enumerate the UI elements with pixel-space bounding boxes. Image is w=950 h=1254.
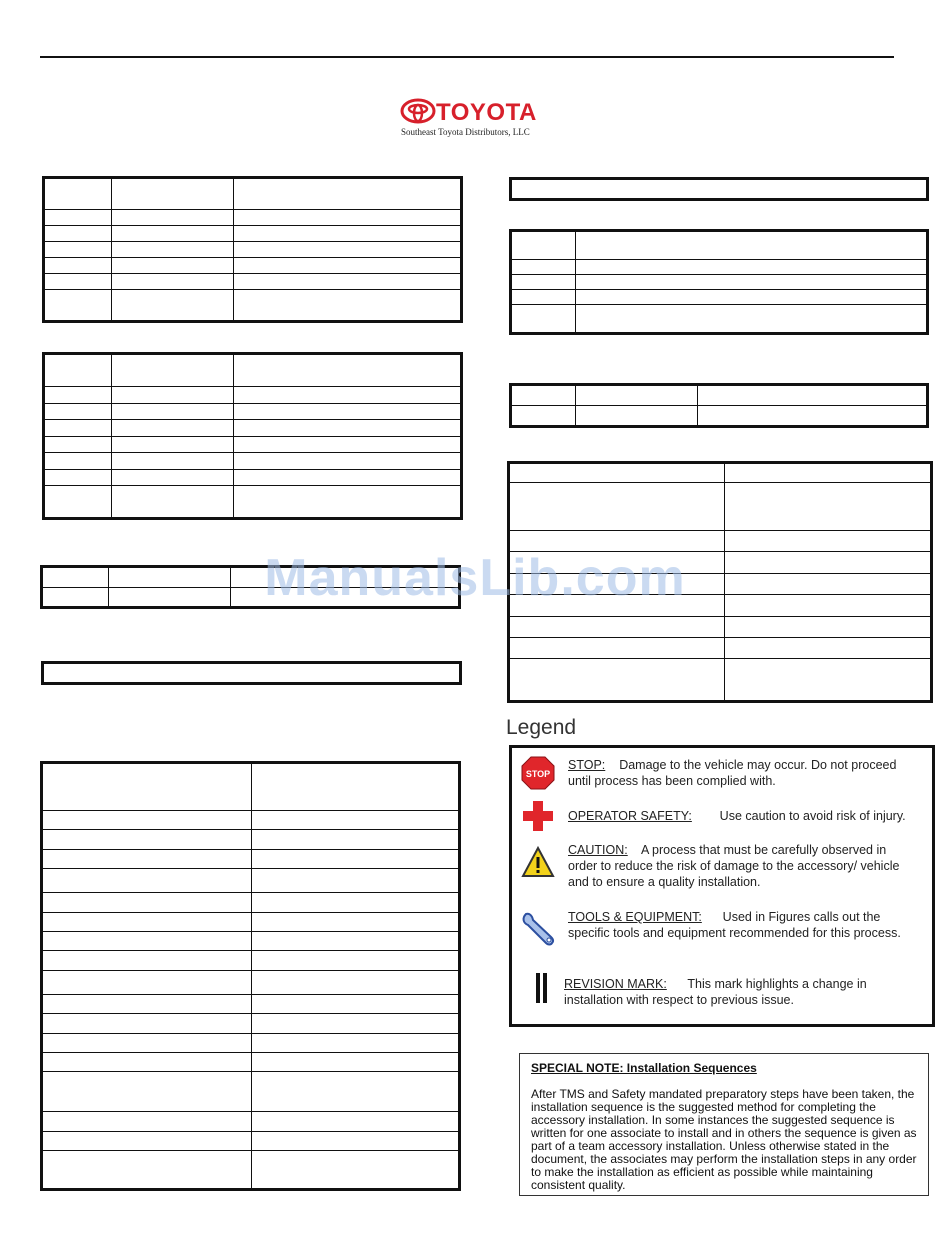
legend-item-revision — [564, 976, 904, 1008]
special-note-text: After TMS and Safety mandated preparatory steps have been taken, the installation sequence is the suggested method for completing the accessory installation. In some instances the suggested sequence is written for one associate to install and in others the sequence is given as part of a team accessory installation. Unless otherwise stated in the document, the associates may perform the installation steps in any order to make the installation as efficient as possible while maintaining consistent quality. — [531, 1087, 917, 1192]
legend-box — [509, 745, 935, 1027]
wrench-icon — [520, 910, 556, 948]
legend-text-caution: A process that must be carefully observed in order to reduce the risk of damage to the accessory/ vehicle and to ensure a quality installation. — [568, 843, 900, 889]
toyota-logo — [398, 96, 548, 140]
left-table-4 — [40, 761, 461, 1191]
toyota-emblem-icon — [400, 98, 436, 124]
stop-sign-icon — [521, 756, 555, 790]
special-note-title: SPECIAL NOTE: Installation Sequences — [531, 1061, 757, 1075]
svg-text:STOP: STOP — [525, 769, 551, 779]
legend-text-tools: Used in Figures calls out the specific tools and equipment recommended for this process. — [568, 910, 901, 940]
red-cross-icon — [522, 800, 554, 832]
left-single-bar — [41, 661, 462, 685]
legend-text-revision: This mark highlights a change in installation with respect to previous issue. — [564, 977, 867, 1007]
legend-item-caution — [568, 842, 908, 890]
right-table-1 — [509, 229, 929, 335]
left-table-1 — [42, 176, 463, 323]
watermark: ManualsLib.com — [264, 549, 686, 607]
header-rule — [40, 56, 894, 58]
legend-title: Legend — [506, 716, 577, 739]
left-table-2 — [42, 352, 463, 520]
right-table-2 — [509, 383, 929, 428]
legend-key-caution: CAUTION: — [568, 843, 628, 857]
legend-text-stop: Damage to the vehicle may occur. Do not proceed until process has been complied with. — [568, 758, 897, 788]
legend-key-tools: TOOLS & EQUIPMENT: — [568, 910, 702, 924]
logo-wordmark: TOYOTA — [436, 99, 537, 126]
legend-key-operator-safety: OPERATOR SAFETY: — [568, 809, 692, 823]
special-note-box — [519, 1053, 929, 1196]
revision-mark-icon — [534, 972, 550, 1004]
logo-subtitle: Southeast Toyota Distributors, LLC — [401, 127, 530, 137]
right-single-bar — [509, 177, 929, 201]
legend-item-tools — [568, 909, 908, 941]
legend-text-operator-safety: Use caution to avoid risk of injury. — [719, 809, 906, 823]
legend-item-operator-safety — [568, 808, 908, 824]
legend-key-stop: STOP: — [568, 758, 606, 772]
caution-triangle-icon — [521, 846, 555, 878]
legend-item-stop — [568, 757, 908, 789]
legend-key-revision: REVISION MARK: — [564, 977, 667, 991]
